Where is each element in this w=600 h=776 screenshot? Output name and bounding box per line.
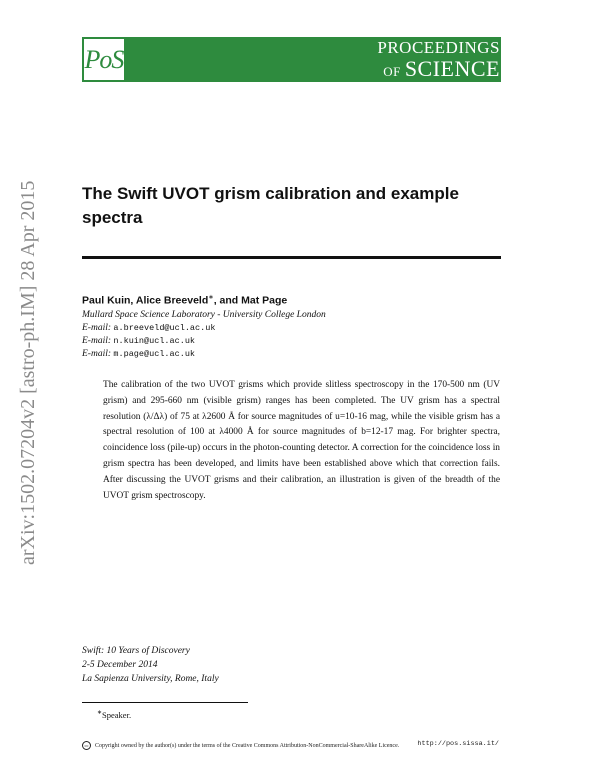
journal-name-line2	[383, 56, 500, 82]
email-address[interactable]: m.page@ucl.ac.uk	[113, 349, 196, 359]
footnote-text: Speaker.	[102, 709, 132, 720]
author-list	[82, 293, 287, 307]
journal-name-of: OF	[383, 64, 401, 79]
footnote-mark: ∗	[97, 710, 103, 716]
email-address[interactable]: n.kuin@ucl.ac.uk	[113, 336, 196, 346]
journal-name-line1: PROCEEDINGS	[377, 38, 500, 57]
email-row	[82, 336, 195, 346]
footnote-rule	[82, 702, 248, 703]
copyright-notice	[82, 741, 399, 750]
abstract: The calibration of the two UVOT grisms which provide slitless spectroscopy in the 170-500 nm (UV grism) and 295-660 nm (visible grism) ranges has been completed. The UV grism has a spectral resolution (λ/Δλ) of 75 at λ2600 Å for source magnitudes of u=10-16 mag, while the visible grism has a spectral resolution of 100 at λ4000 Å for source magnitudes of b=12-17 mag. For brighter spectra, coincidence loss (pile-up) occurs in the photon-counting detector. A correction for the coincidence loss in grism spectra has been developed, and limits have been established above which that correction fails. After discussing the UVOT grisms and their calibration, an illustration is given of the breadth of the UVOT grism spectroscopy.	[103, 380, 500, 501]
arxiv-identifier: arXiv:1502.07204v2 [astro-ph.IM] 28 Apr 2015	[17, 180, 39, 565]
pos-url[interactable]: http://pos.sissa.it/	[417, 740, 499, 748]
email-label: E-mail:	[82, 336, 112, 346]
conference-venue: La Sapienza University, Rome, Italy	[82, 674, 219, 684]
paper-title: The Swift UVOT grism calibration and example spectra	[82, 184, 459, 227]
copyright-text: Copyright owned by the author(s) under the terms of the Creative Commons Attribution-NonCommercial-ShareAlike Licence.	[95, 742, 400, 749]
title-rule	[82, 256, 501, 259]
cc-icon: cc	[82, 741, 91, 750]
speaker-mark: ∗	[208, 294, 214, 301]
conference-name: Swift: 10 Years of Discovery	[82, 646, 190, 656]
email-row	[82, 323, 215, 333]
email-label: E-mail:	[82, 323, 112, 333]
footnote	[97, 709, 131, 720]
email-row	[82, 349, 195, 359]
conference-dates: 2-5 December 2014	[82, 660, 158, 670]
pos-logo-mark: PoS	[84, 44, 124, 74]
authors-part1: Paul Kuin, Alice Breeveld	[82, 294, 209, 307]
affiliation: Mullard Space Science Laboratory - University College London	[82, 310, 326, 320]
email-address[interactable]: a.breeveld@ucl.ac.uk	[113, 323, 216, 333]
conference-info	[82, 644, 219, 686]
journal-name-science: SCIENCE	[404, 56, 500, 81]
email-label: E-mail:	[82, 349, 112, 359]
authors-part2: , and Mat Page	[213, 294, 288, 307]
